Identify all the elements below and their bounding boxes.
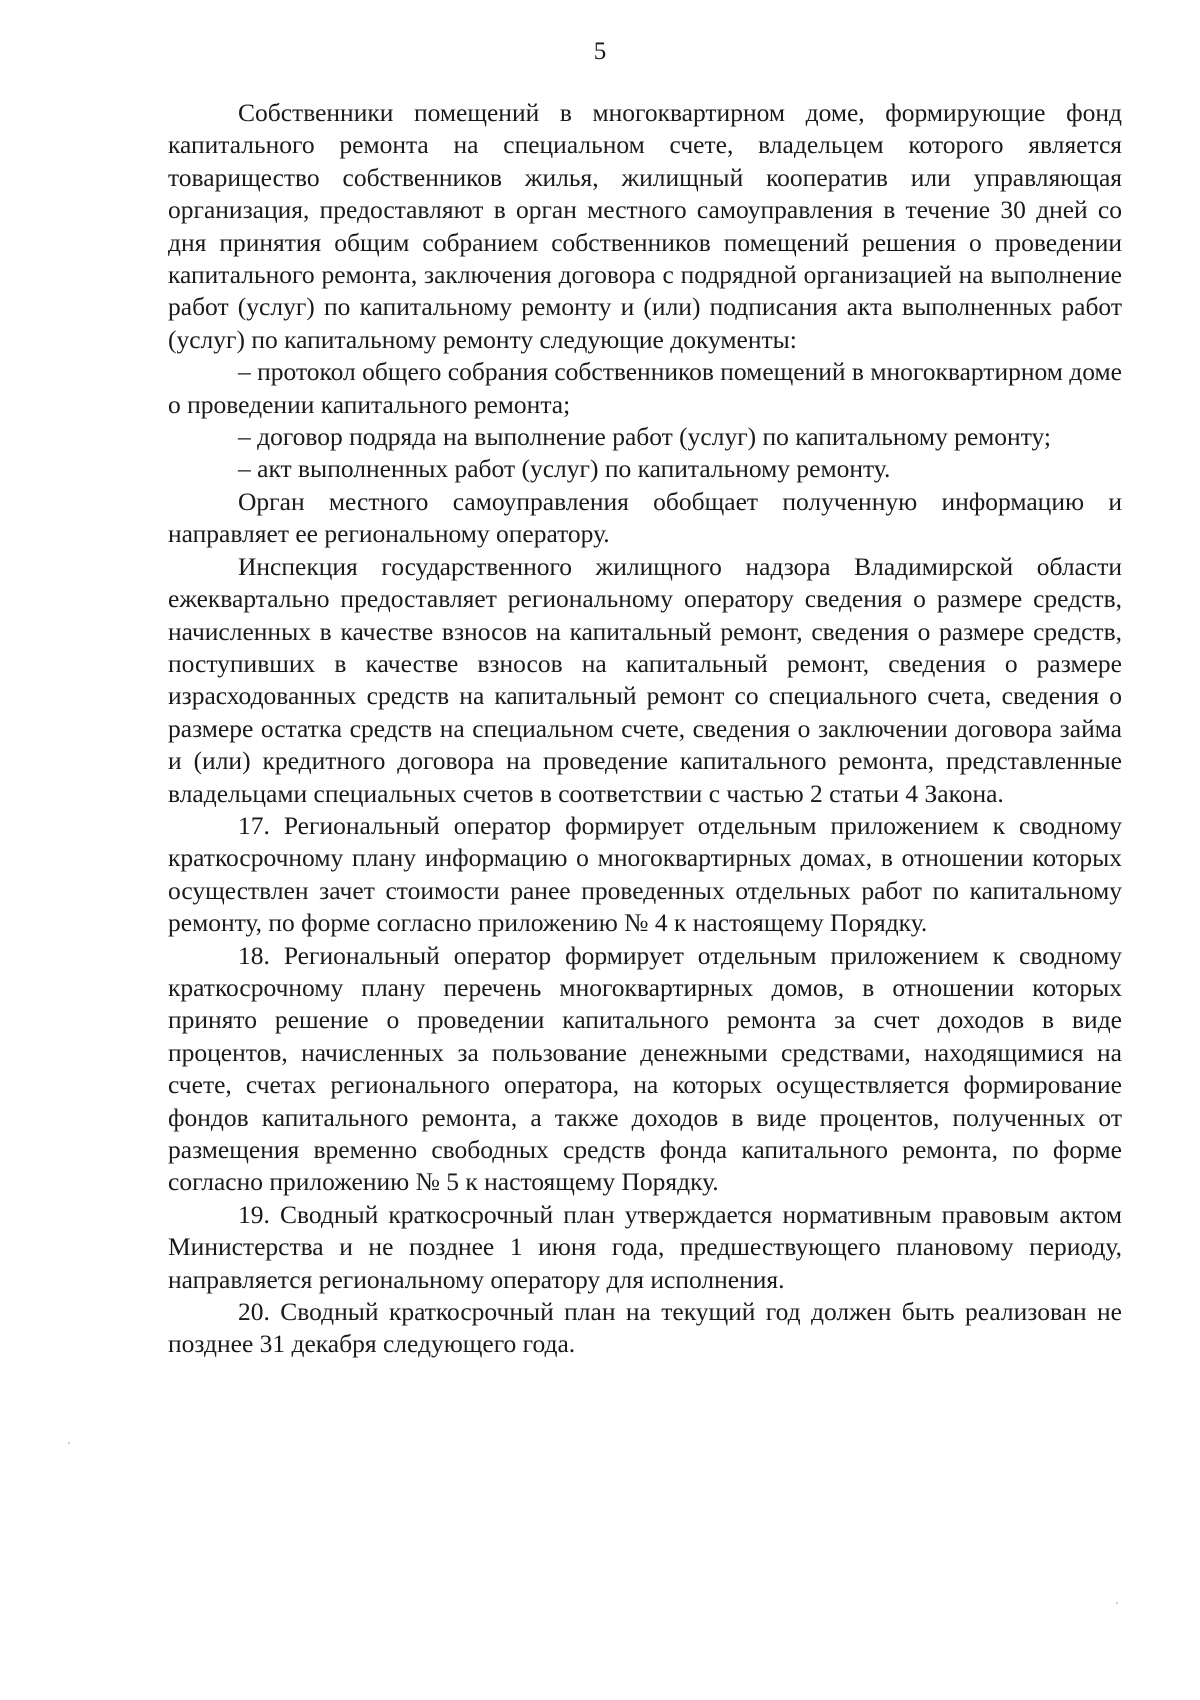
list-item-contract: – договор подряда на выполнение работ (услуг) по капитальному ремонту;: [238, 422, 1052, 452]
scan-speck: [68, 1442, 70, 1444]
paragraph-18: 18. Региональный оператор формирует отдельным приложением к сводному краткосрочному плану перечень многоквартирных домов, в отношении которых принято решение о проведении капитального ремонта за счет доходов в виде процентов, начисленных за пользование денежными средствами, находящимися на счете, счетах регионального оператора, на которых осуществляется формирование фондов капитального ремонта, а также доходов в виде процентов, полученных от размещения временно свободных средств фонда капитального ремонта, по форме согласно приложению № 5 к настоящему Порядку.: [168, 940, 1122, 1197]
paragraph-local-government: Орган местного самоуправления обобщает полученную информацию и направляет ее региональному оператору.: [168, 486, 1122, 549]
scan-speck: [1116, 1602, 1118, 1604]
paragraph-20: 20. Сводный краткосрочный план на текущий год должен быть реализован не позднее 31 декабря следующего года.: [168, 1297, 1122, 1359]
paragraph-inspection: Инспекция государственного жилищного надзора Владимирской области ежеквартально предоставляет региональному оператору сведения о размере средств, начисленных в качестве взносов на капитальный ремонт, сведения о размере средств, поступивших в качестве взносов на капитальный ремонт, сведения о размере израсходованных средств на капитальный ремонт со специального счета, сведения о размере остатка средств на специальном счете, сведения о заключении договора займа и (или) кредитного договора на проведение капитального ремонта, представленные владельцами специальных счетов в соответствии с частью 2 статьи 4 Закона.: [168, 551, 1122, 808]
paragraph-19: 19. Сводный краткосрочный план утверждается нормативным правовым актом Министерства и не позднее 1 июня года, предшествующего плановому периоду, направляется региональному оператору для исполнения.: [168, 1199, 1122, 1294]
page-number: 5: [593, 38, 607, 65]
list-item-act: – акт выполненных работ (услуг) по капитальному ремонту.: [238, 454, 891, 484]
document-body: [168, 97, 1122, 1361]
list-item-protocol: – протокол общего собрания собственников помещений в многоквартирном доме о проведении капитального ремонта;: [168, 357, 1122, 419]
paragraph-owners-documents: Собственники помещений в многоквартирном доме, формирующие фонд капитального ремонта на специальном счете, владельцем которого является товарищество собственников жилья, жилищный кооператив или управляющая организация, предоставляют в орган местного самоуправления в течение 30 дней со дня принятия общим собранием собственников помещений решения о проведении капитального ремонта, заключения договора с подрядной организацией на выполнение работ (услуг) по капитальному ремонту и (или) подписания акта выполненных работ (услуг) по капитальному ремонту следующие документы:: [168, 98, 1122, 354]
paragraph-17: 17. Региональный оператор формирует отдельным приложением к сводному краткосрочному плану информацию о многоквартирных домах, в отношении которых осуществлен зачет стоимости ранее проведенных отдельных работ по капитальному ремонту, по форме согласно приложению № 4 к настоящему Порядку.: [168, 810, 1122, 938]
